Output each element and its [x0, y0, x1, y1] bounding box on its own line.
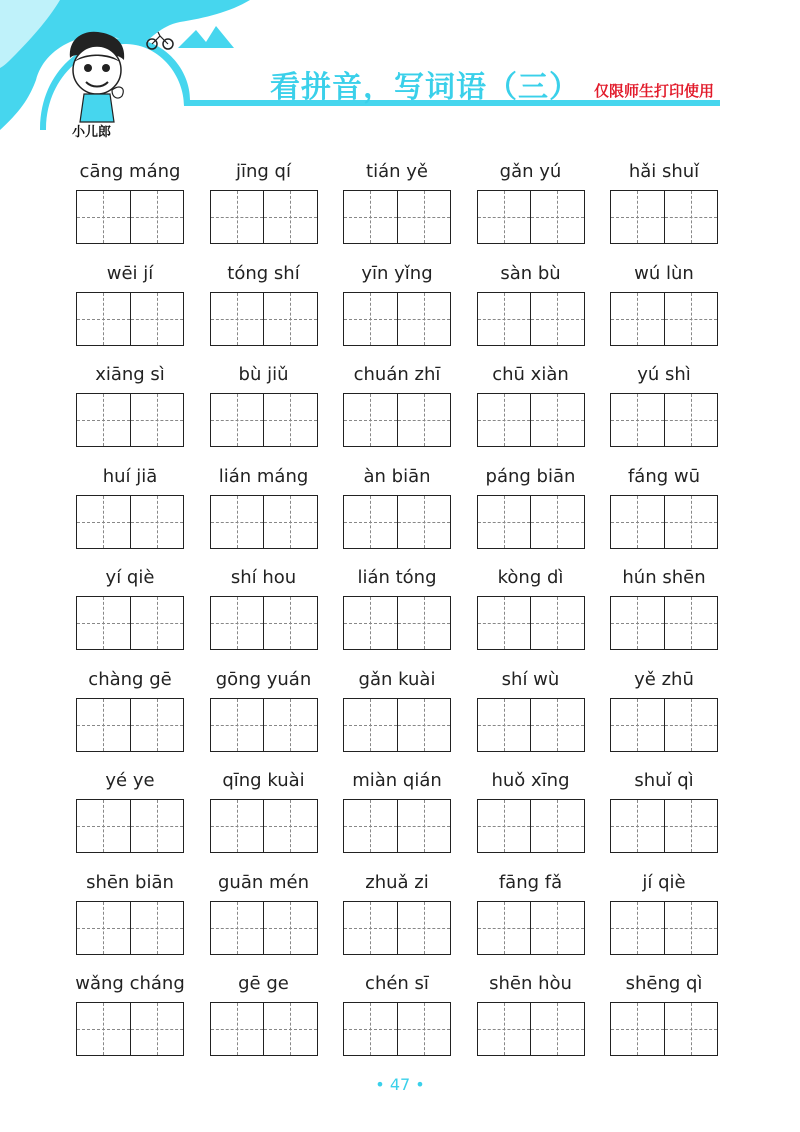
word-item	[76, 869, 184, 971]
pinyin-label: wǎng cháng	[75, 973, 185, 994]
writing-boxes[interactable]	[610, 1002, 718, 1056]
writing-cell[interactable]	[77, 902, 130, 954]
writing-cell[interactable]	[611, 293, 664, 345]
writing-cell[interactable]	[263, 800, 317, 852]
writing-cell[interactable]	[77, 191, 130, 243]
word-item	[610, 970, 718, 1072]
writing-cell[interactable]	[130, 699, 184, 751]
writing-cell[interactable]	[664, 293, 718, 345]
word-item	[76, 158, 184, 260]
word-item	[343, 463, 451, 565]
pinyin-label: yú shì	[637, 364, 691, 385]
writing-cell[interactable]	[211, 191, 264, 243]
pinyin-label: tóng shí	[227, 262, 300, 284]
writing-cell[interactable]	[130, 394, 184, 446]
writing-cell[interactable]	[397, 699, 451, 751]
pinyin-label: yě zhū	[634, 668, 694, 690]
word-item	[477, 970, 585, 1072]
word-item	[477, 564, 585, 666]
writing-cell[interactable]	[478, 902, 531, 954]
word-item	[210, 970, 318, 1072]
writing-cell[interactable]	[478, 293, 531, 345]
page-title: 看拼音，写词语（三）	[270, 70, 580, 105]
pinyin-label: fāng fǎ	[498, 871, 563, 893]
writing-boxes[interactable]	[343, 596, 451, 650]
writing-cell[interactable]	[263, 699, 317, 751]
writing-cell[interactable]	[211, 902, 264, 954]
writing-boxes[interactable]	[610, 292, 718, 346]
writing-cell[interactable]	[130, 293, 184, 345]
writing-cell[interactable]	[344, 496, 397, 548]
pinyin-label: chū xiàn	[492, 364, 569, 385]
word-item	[343, 361, 451, 463]
pinyin-label: shí hou	[230, 567, 297, 588]
writing-cell[interactable]	[77, 293, 130, 345]
pinyin-label: lián tóng	[357, 567, 437, 588]
word-item	[610, 158, 718, 260]
writing-cell[interactable]	[77, 800, 130, 852]
pinyin-label: hǎi shuǐ	[628, 161, 700, 182]
writing-boxes[interactable]	[343, 292, 451, 346]
pinyin-label: lián máng	[218, 465, 309, 487]
writing-boxes[interactable]	[343, 495, 451, 549]
word-item	[210, 767, 318, 869]
writing-cell[interactable]	[344, 902, 397, 954]
writing-boxes[interactable]	[343, 799, 451, 853]
word-item	[76, 260, 184, 362]
pinyin-label: guān mén	[217, 871, 309, 893]
writing-cell[interactable]	[211, 597, 264, 649]
writing-cell[interactable]	[77, 496, 130, 548]
word-item	[76, 970, 184, 1072]
writing-cell[interactable]	[664, 902, 718, 954]
writing-cell[interactable]	[611, 597, 664, 649]
writing-boxes[interactable]	[610, 393, 718, 447]
writing-cell[interactable]	[478, 191, 531, 243]
word-item	[610, 361, 718, 463]
usage-notice: 仅限师生打印使用	[594, 82, 715, 100]
writing-cell[interactable]	[211, 800, 264, 852]
writing-cell[interactable]	[211, 699, 264, 751]
writing-cell[interactable]	[344, 293, 397, 345]
writing-boxes[interactable]	[210, 901, 318, 955]
writing-cell[interactable]	[211, 394, 264, 446]
pinyin-label: gōng yuán	[215, 668, 312, 690]
writing-cell[interactable]	[344, 800, 397, 852]
writing-boxes[interactable]	[343, 393, 451, 447]
writing-cell[interactable]	[478, 1003, 531, 1055]
mascot-label: 小儿郎	[72, 125, 112, 140]
pinyin-label: huǒ xīng	[491, 770, 570, 791]
pinyin-label: huí jiā	[102, 465, 158, 487]
writing-cell[interactable]	[344, 1003, 397, 1055]
writing-cell[interactable]	[344, 699, 397, 751]
writing-cell[interactable]	[530, 496, 584, 548]
writing-cell[interactable]	[530, 191, 584, 243]
writing-cell[interactable]	[530, 293, 584, 345]
word-item	[343, 767, 451, 869]
writing-cell[interactable]	[77, 394, 130, 446]
writing-cell[interactable]	[664, 496, 718, 548]
exercise-row	[76, 869, 718, 971]
word-item	[343, 158, 451, 260]
word-item	[610, 869, 718, 971]
writing-cell[interactable]	[611, 191, 664, 243]
writing-boxes[interactable]	[76, 1002, 184, 1056]
writing-boxes[interactable]	[210, 799, 318, 853]
writing-cell[interactable]	[611, 699, 664, 751]
writing-cell[interactable]	[263, 597, 317, 649]
pinyin-label: zhuǎ zi	[365, 871, 429, 893]
writing-boxes[interactable]	[610, 698, 718, 752]
writing-cell[interactable]	[344, 191, 397, 243]
writing-cell[interactable]	[611, 394, 664, 446]
pinyin-label: wēi jí	[106, 262, 154, 284]
writing-boxes[interactable]	[76, 495, 184, 549]
writing-boxes[interactable]	[477, 596, 585, 650]
writing-cell[interactable]	[611, 496, 664, 548]
pinyin-label: yé ye	[105, 770, 155, 791]
writing-cell[interactable]	[530, 800, 584, 852]
writing-boxes[interactable]	[477, 393, 585, 447]
writing-boxes[interactable]	[210, 495, 318, 549]
writing-boxes[interactable]	[76, 901, 184, 955]
writing-cell[interactable]	[478, 394, 531, 446]
writing-cell[interactable]	[478, 699, 531, 751]
writing-cell[interactable]	[530, 394, 584, 446]
word-item	[343, 564, 451, 666]
word-item	[610, 463, 718, 565]
page-number: • 47 •	[375, 1075, 425, 1094]
writing-cell[interactable]	[664, 699, 718, 751]
writing-cell[interactable]	[130, 496, 184, 548]
pinyin-label: bù jiǔ	[238, 364, 289, 385]
pinyin-label: miàn qián	[352, 770, 442, 791]
writing-cell[interactable]	[263, 191, 317, 243]
writing-cell[interactable]	[611, 800, 664, 852]
writing-boxes[interactable]	[76, 698, 184, 752]
exercise-row	[76, 666, 718, 768]
writing-cell[interactable]	[263, 1003, 317, 1055]
writing-cell[interactable]	[397, 394, 451, 446]
pinyin-label: shēn hòu	[489, 973, 572, 994]
word-item	[343, 970, 451, 1072]
writing-cell[interactable]	[263, 293, 317, 345]
exercise-row	[76, 767, 718, 869]
writing-boxes[interactable]	[610, 901, 718, 955]
pinyin-label: páng biān	[485, 465, 576, 487]
pinyin-label: chén sī	[365, 973, 429, 994]
exercise-row	[76, 564, 718, 666]
writing-boxes[interactable]	[477, 1002, 585, 1056]
writing-boxes[interactable]	[477, 292, 585, 346]
writing-boxes[interactable]	[76, 393, 184, 447]
writing-boxes[interactable]	[610, 495, 718, 549]
writing-boxes[interactable]	[76, 799, 184, 853]
word-item	[210, 260, 318, 362]
writing-boxes[interactable]	[343, 698, 451, 752]
pinyin-label: shēng qì	[625, 973, 703, 994]
writing-cell[interactable]	[130, 800, 184, 852]
writing-cell[interactable]	[530, 902, 584, 954]
writing-cell[interactable]	[344, 394, 397, 446]
pinyin-label: cāng máng	[79, 161, 181, 182]
writing-boxes[interactable]	[477, 495, 585, 549]
word-item	[343, 260, 451, 362]
writing-boxes[interactable]	[210, 698, 318, 752]
pinyin-label: jí qiè	[642, 871, 686, 893]
writing-cell[interactable]	[530, 597, 584, 649]
word-item	[610, 767, 718, 869]
writing-cell[interactable]	[397, 902, 451, 954]
writing-cell[interactable]	[344, 597, 397, 649]
pinyin-label: yīn yǐng	[361, 262, 433, 284]
writing-boxes[interactable]	[210, 596, 318, 650]
word-item	[210, 869, 318, 971]
pinyin-label: qīng kuài	[222, 770, 305, 791]
pinyin-label: jīng qí	[236, 161, 291, 182]
pinyin-label: tián yě	[366, 161, 428, 182]
pinyin-label: shēn biān	[86, 871, 174, 893]
writing-cell[interactable]	[664, 191, 718, 243]
word-item	[477, 463, 585, 565]
word-item	[477, 869, 585, 971]
pinyin-label: gǎn yú	[499, 161, 562, 182]
pinyin-label: gē ge	[238, 973, 289, 994]
writing-boxes[interactable]	[610, 190, 718, 244]
word-item	[210, 463, 318, 565]
exercise-row	[76, 260, 718, 362]
exercise-row	[76, 970, 718, 1072]
pinyin-label: hún shēn	[622, 567, 706, 588]
word-item	[210, 158, 318, 260]
writing-cell[interactable]	[478, 800, 531, 852]
pinyin-label: wú lùn	[634, 262, 694, 284]
writing-cell[interactable]	[397, 496, 451, 548]
word-item	[477, 260, 585, 362]
writing-cell[interactable]	[397, 597, 451, 649]
writing-cell[interactable]	[611, 1003, 664, 1055]
writing-boxes[interactable]	[343, 1002, 451, 1056]
word-item	[76, 361, 184, 463]
pinyin-label: àn biān	[363, 465, 431, 487]
writing-boxes[interactable]	[477, 190, 585, 244]
writing-boxes[interactable]	[610, 596, 718, 650]
writing-boxes[interactable]	[477, 901, 585, 955]
writing-cell[interactable]	[397, 191, 451, 243]
writing-cell[interactable]	[397, 1003, 451, 1055]
writing-boxes[interactable]	[210, 292, 318, 346]
word-item	[610, 666, 718, 768]
writing-cell[interactable]	[130, 597, 184, 649]
exercise-grid	[76, 158, 718, 1072]
writing-cell[interactable]	[263, 394, 317, 446]
pinyin-label: shuǐ qì	[634, 770, 694, 791]
word-item	[477, 158, 585, 260]
pinyin-label: yí qiè	[105, 567, 155, 588]
pinyin-label: fáng wū	[627, 465, 701, 487]
writing-cell[interactable]	[77, 1003, 130, 1055]
word-item	[610, 260, 718, 362]
writing-boxes[interactable]	[610, 799, 718, 853]
writing-boxes[interactable]	[76, 596, 184, 650]
writing-boxes[interactable]	[343, 190, 451, 244]
writing-cell[interactable]	[130, 191, 184, 243]
writing-cell[interactable]	[664, 1003, 718, 1055]
writing-cell[interactable]	[664, 800, 718, 852]
exercise-row	[76, 463, 718, 565]
word-item	[76, 564, 184, 666]
writing-cell[interactable]	[397, 800, 451, 852]
word-item	[76, 463, 184, 565]
word-item	[76, 767, 184, 869]
mascot-boy-icon	[62, 28, 132, 124]
pinyin-label: chuán zhī	[353, 364, 441, 385]
writing-cell[interactable]	[611, 902, 664, 954]
word-item	[210, 666, 318, 768]
writing-cell[interactable]	[397, 293, 451, 345]
writing-boxes[interactable]	[477, 698, 585, 752]
word-item	[343, 666, 451, 768]
word-item	[76, 666, 184, 768]
pinyin-label: gǎn kuài	[358, 668, 436, 690]
pinyin-label: shí wù	[501, 668, 560, 690]
writing-boxes[interactable]	[210, 1002, 318, 1056]
pinyin-label: chàng gē	[88, 668, 172, 690]
word-item	[210, 361, 318, 463]
word-item	[477, 666, 585, 768]
writing-cell[interactable]	[478, 597, 531, 649]
exercise-row	[76, 158, 718, 260]
writing-cell[interactable]	[530, 1003, 584, 1055]
pinyin-label: xiāng sì	[95, 364, 165, 385]
writing-cell[interactable]	[478, 496, 531, 548]
word-item	[343, 869, 451, 971]
writing-boxes[interactable]	[76, 190, 184, 244]
writing-cell[interactable]	[664, 394, 718, 446]
writing-cell[interactable]	[530, 699, 584, 751]
writing-boxes[interactable]	[76, 292, 184, 346]
word-item	[610, 564, 718, 666]
writing-cell[interactable]	[263, 902, 317, 954]
writing-cell[interactable]	[664, 597, 718, 649]
writing-boxes[interactable]	[477, 799, 585, 853]
writing-cell[interactable]	[211, 496, 264, 548]
word-item	[477, 361, 585, 463]
exercise-row	[76, 361, 718, 463]
pinyin-label: sàn bù	[500, 262, 561, 284]
writing-boxes[interactable]	[343, 901, 451, 955]
writing-cell[interactable]	[77, 699, 130, 751]
pinyin-label: kòng dì	[497, 567, 564, 588]
writing-cell[interactable]	[77, 597, 130, 649]
writing-cell[interactable]	[263, 496, 317, 548]
writing-boxes[interactable]	[210, 190, 318, 244]
writing-cell[interactable]	[211, 293, 264, 345]
word-item	[477, 767, 585, 869]
writing-cell[interactable]	[130, 1003, 184, 1055]
word-item	[210, 564, 318, 666]
writing-cell[interactable]	[211, 1003, 264, 1055]
writing-boxes[interactable]	[210, 393, 318, 447]
writing-cell[interactable]	[130, 902, 184, 954]
